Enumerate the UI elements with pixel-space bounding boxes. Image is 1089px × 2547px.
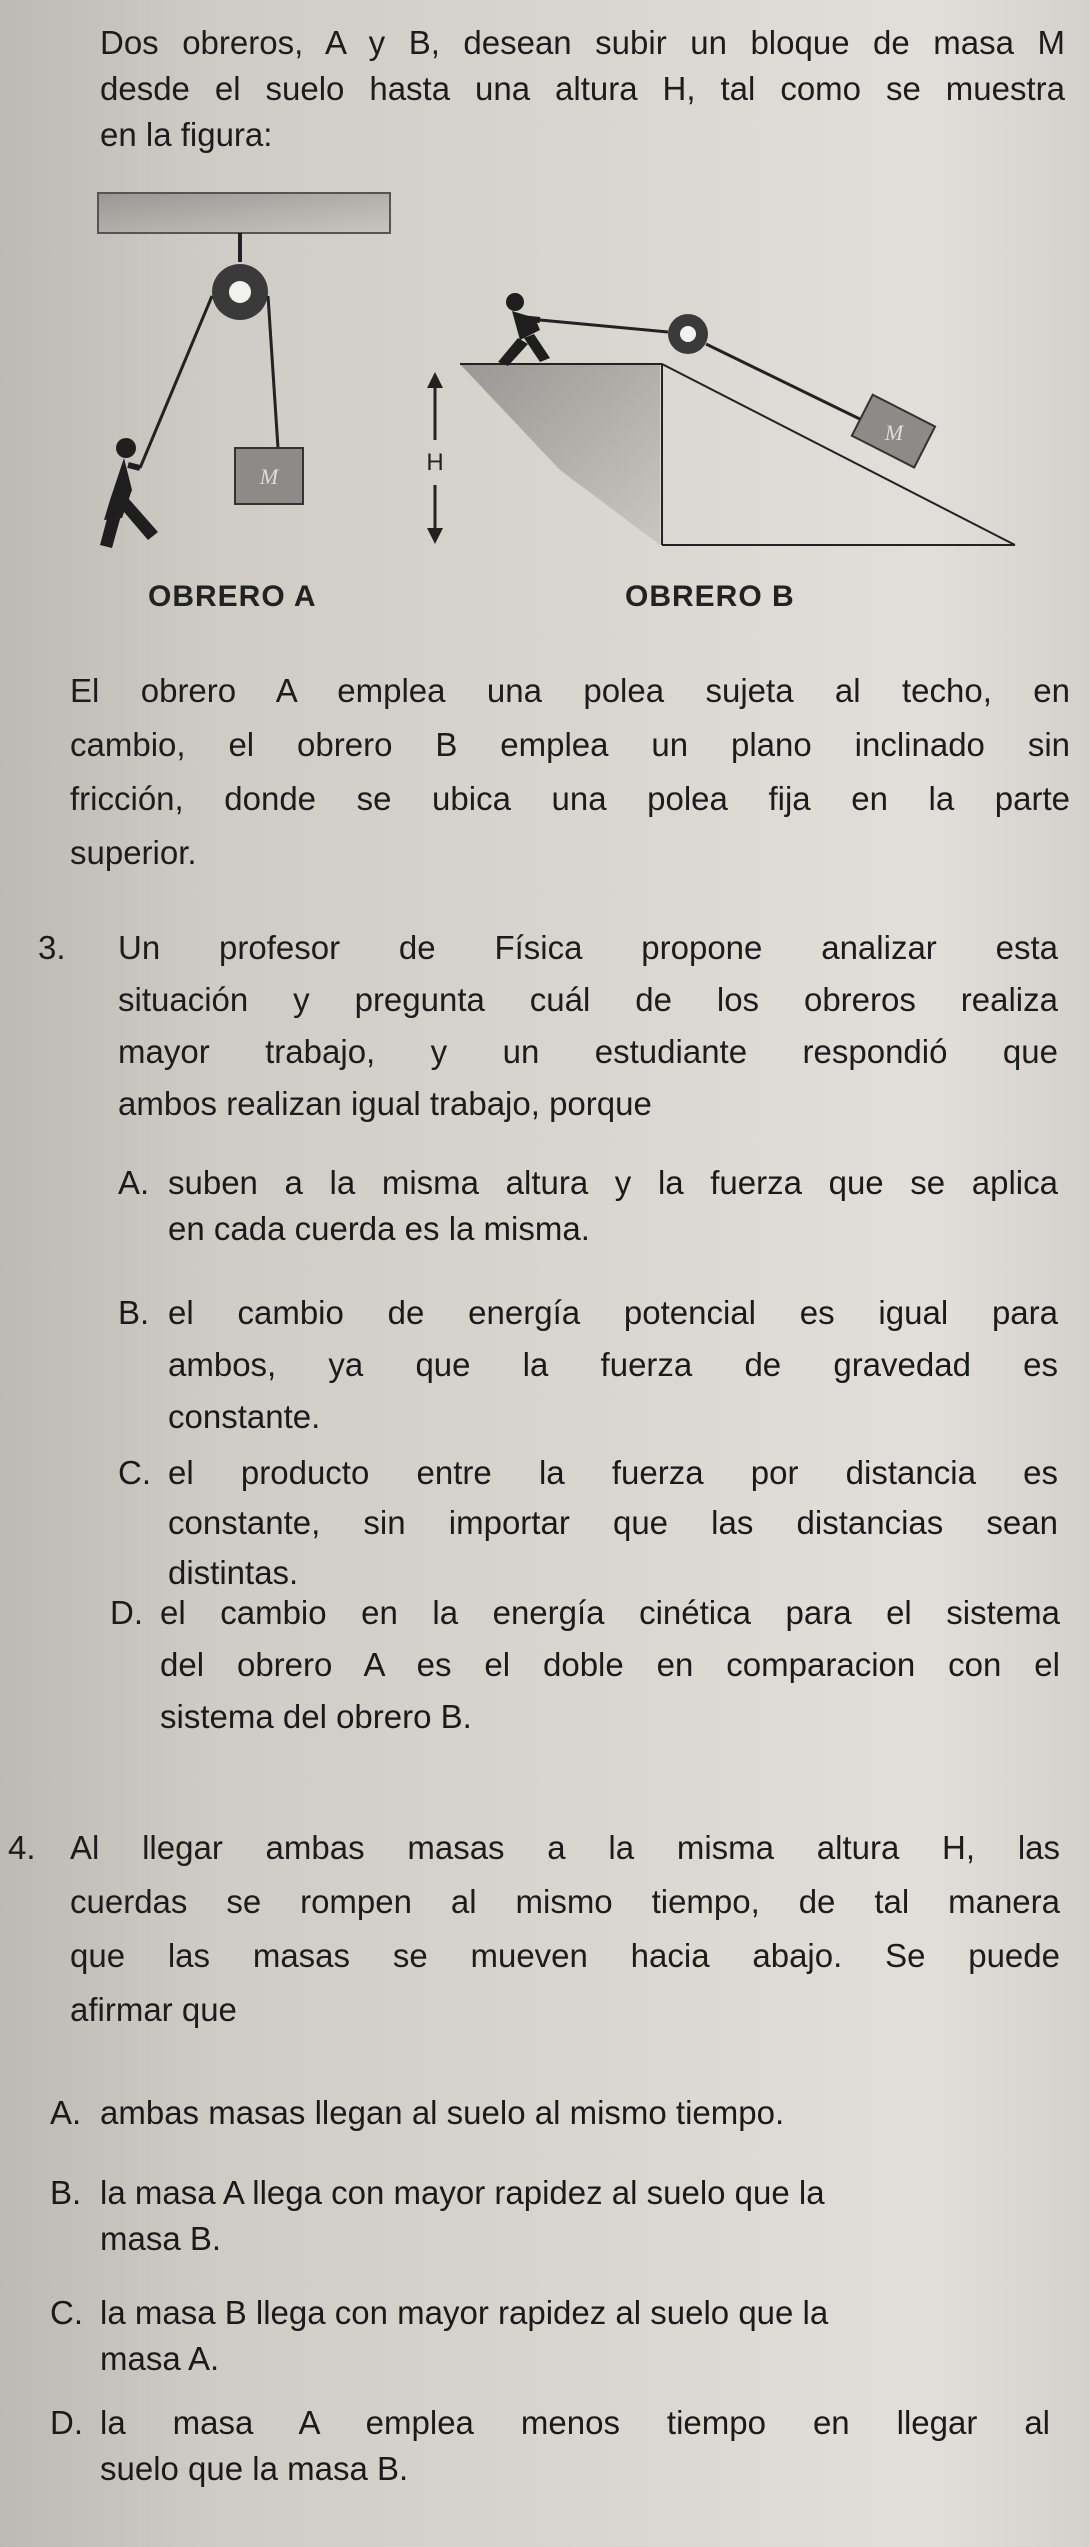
option-line: del obrero A es el doble en comparacion con el xyxy=(160,1646,1060,1683)
mass-label-b: M xyxy=(884,420,904,445)
height-label: H xyxy=(426,449,444,476)
stem-line: Al llegar ambas masas a la misma altura H, las xyxy=(70,1829,1060,1866)
rope-b-incline xyxy=(706,344,868,423)
pulley-a-hub xyxy=(229,281,251,303)
option-line: el cambio en la energía cinética para el sistema xyxy=(160,1594,1060,1631)
option-line: el cambio de energía potencial es igual para xyxy=(168,1294,1058,1331)
worker-b-icon xyxy=(498,293,550,366)
option-line: el producto entre la fuerza por distancia es xyxy=(168,1454,1058,1491)
option-letter: D. xyxy=(50,2404,83,2441)
option-line: ambas masas llegan al suelo al mismo tiempo. xyxy=(100,2094,785,2131)
option-line: masa A. xyxy=(100,2340,220,2377)
question-stem xyxy=(70,1825,1060,2033)
question-stem xyxy=(118,925,1058,1127)
description-paragraph xyxy=(70,668,1070,876)
pulley-b-hub xyxy=(680,326,696,342)
option-letter: B. xyxy=(118,1294,150,1331)
stem-line: que las masas se mueven hacia abajo. Se puede xyxy=(70,1937,1060,1974)
option-line: constante. xyxy=(168,1398,321,1435)
option-line: distintas. xyxy=(168,1554,299,1591)
option-letter: A. xyxy=(50,2094,82,2131)
height-arrowhead-up xyxy=(427,372,443,388)
intro-line: Dos obreros, A y B, desean subir un bloque de masa M xyxy=(100,24,1065,61)
option-line: sistema del obrero B. xyxy=(160,1698,472,1735)
description-line: El obrero A emplea una polea sujeta al techo, en xyxy=(70,672,1070,709)
description-line: fricción, donde se ubica una polea fija en la parte xyxy=(70,780,1070,817)
option-line: la masa A llega con mayor rapidez al suelo que la xyxy=(100,2174,825,2211)
figure-drawing xyxy=(0,0,1089,650)
rope-a-left xyxy=(140,296,212,468)
option-line: ambos, ya que la fuerza de gravedad es xyxy=(168,1346,1058,1383)
option-line: la masa A emplea menos tiempo en llegar al xyxy=(100,2404,1050,2441)
question-number: 3. xyxy=(38,929,66,966)
option-letter: C. xyxy=(50,2294,83,2331)
intro-line: desde el suelo hasta una altura H, tal como se muestra xyxy=(100,70,1065,107)
height-arrowhead-down xyxy=(427,528,443,544)
question-number: 4. xyxy=(8,1829,36,1866)
option-letter: A. xyxy=(118,1164,150,1201)
stem-line: situación y pregunta cuál de los obreros realiza xyxy=(118,981,1058,1018)
option-line: suben a la misma altura y la fuerza que se aplica xyxy=(168,1164,1058,1201)
label-obrero-a: OBRERO A xyxy=(148,580,317,613)
stem-line: Un profesor de Física propone analizar esta xyxy=(118,929,1058,966)
rope-a-right xyxy=(268,296,278,448)
stem-line: ambos realizan igual trabajo, porque xyxy=(118,1085,652,1122)
option-line: constante, sin importar que las distancias sean xyxy=(168,1504,1058,1541)
description-line: cambio, el obrero B emplea un plano inclinado sin xyxy=(70,726,1070,763)
option-letter: C. xyxy=(118,1454,151,1491)
option-line: la masa B llega con mayor rapidez al suelo que la xyxy=(100,2294,829,2331)
option-line: en cada cuerda es la misma. xyxy=(168,1210,590,1247)
option-line: masa B. xyxy=(100,2220,222,2257)
option-letter: D. xyxy=(110,1594,143,1631)
option-line: suelo que la masa B. xyxy=(100,2450,409,2487)
mass-label-a: M xyxy=(259,464,279,489)
option-letter: B. xyxy=(50,2174,82,2211)
label-obrero-b: OBRERO B xyxy=(625,580,795,613)
rope-b-horizontal xyxy=(540,320,668,332)
incline-slope xyxy=(662,364,1015,545)
platform-shade xyxy=(460,364,660,545)
stem-line: mayor trabajo, y un estudiante respondió que xyxy=(118,1033,1058,1070)
intro-line: en la figura: xyxy=(100,116,273,153)
worker-a-icon xyxy=(100,438,158,548)
ceiling-beam xyxy=(98,193,390,233)
stem-line: afirmar que xyxy=(70,1991,237,2028)
stem-line: cuerdas se rompen al mismo tiempo, de tal manera xyxy=(70,1883,1060,1920)
description-line: superior. xyxy=(70,834,197,871)
